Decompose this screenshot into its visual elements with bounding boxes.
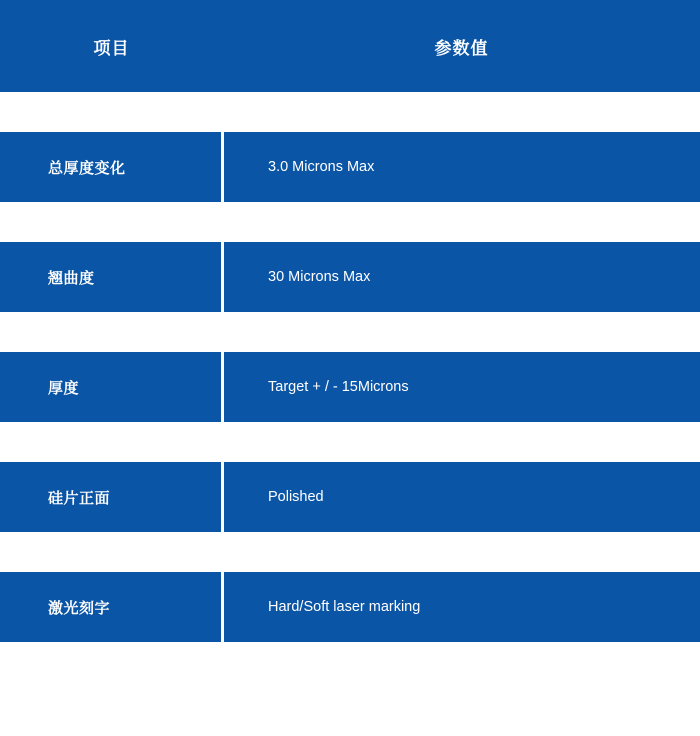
table-header-row <box>0 0 700 92</box>
row-spacer <box>0 312 700 352</box>
row-value: Hard/Soft laser marking <box>224 572 700 642</box>
header-cell-item: 项目 <box>0 0 224 92</box>
row-spacer <box>0 422 700 462</box>
row-spacer <box>0 532 700 572</box>
spacer-cell <box>224 202 700 242</box>
header-cell-value: 参数值 <box>224 0 700 92</box>
row-value: Polished <box>224 462 700 532</box>
table-row <box>0 242 700 312</box>
row-label: 总厚度变化 <box>0 132 224 202</box>
row-spacer <box>0 92 700 132</box>
table-row <box>0 572 700 642</box>
table-row <box>0 132 700 202</box>
row-value: 30 Microns Max <box>224 242 700 312</box>
row-value: Target + / - 15Microns <box>224 352 700 422</box>
row-value: 3.0 Microns Max <box>224 132 700 202</box>
spacer-cell <box>0 202 224 242</box>
spacer-cell <box>224 532 700 572</box>
spacer-cell <box>0 422 224 462</box>
spacer-cell <box>0 532 224 572</box>
spacer-cell <box>0 92 224 132</box>
row-label: 厚度 <box>0 352 224 422</box>
spacer-cell <box>224 312 700 352</box>
table-row <box>0 462 700 532</box>
row-label: 硅片正面 <box>0 462 224 532</box>
row-spacer <box>0 202 700 242</box>
row-label: 翘曲度 <box>0 242 224 312</box>
spacer-cell <box>224 422 700 462</box>
row-label: 激光刻字 <box>0 572 224 642</box>
spacer-cell <box>0 312 224 352</box>
spacer-cell <box>224 92 700 132</box>
table-row <box>0 352 700 422</box>
